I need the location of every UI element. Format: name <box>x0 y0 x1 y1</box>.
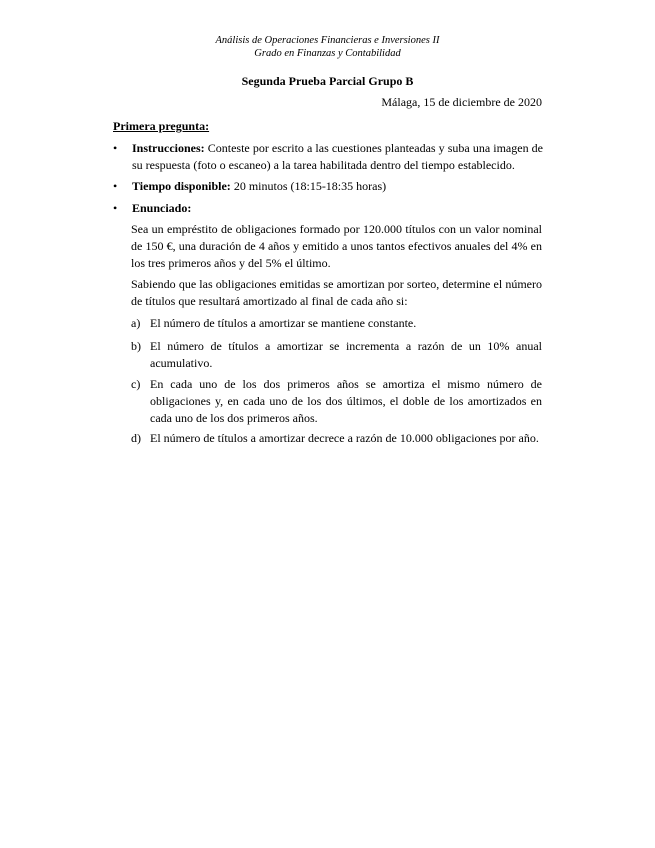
list-item-c <box>131 376 542 427</box>
bullet-marker: • <box>113 179 118 193</box>
bullet-marker: • <box>113 201 118 215</box>
list-item-label: a) <box>131 316 141 330</box>
date-line: Málaga, 15 de diciembre de 2020 <box>381 95 542 109</box>
bullet-time <box>113 178 543 195</box>
document-header <box>0 35 655 60</box>
list-item-text: En cada uno de los dos primeros años se amortiza el mismo número de obligaciones y, en cada uno de los dos últimos, el doble de los amortizados en cada uno de los dos primeros años. <box>150 377 542 425</box>
section-title: Primera pregunta: <box>113 119 210 133</box>
list-item-label: b) <box>131 339 141 353</box>
bullet-text: 20 minutos (18:15-18:35 horas) <box>230 179 387 193</box>
bullet-statement <box>113 200 543 217</box>
bullet-text: Conteste por escrito a las cuestiones planteadas y suba una imagen de su respuesta (foto o escaneo) a la tarea habilitada dentro del tiempo establecido. <box>132 141 543 172</box>
bullet-label: Enunciado: <box>132 201 192 215</box>
bullet-instructions <box>113 140 543 174</box>
list-item-text: El número de títulos a amortizar se mantiene constante. <box>150 316 417 330</box>
exam-title: Segunda Prueba Parcial Grupo B <box>241 74 414 88</box>
list-item-b <box>131 338 542 372</box>
list-item-text: El número de títulos a amortizar se incrementa a razón de un 10% anual acumulativo. <box>150 339 542 370</box>
bullet-label: Instrucciones: <box>132 141 205 155</box>
list-item-text: El número de títulos a amortizar decrece a razón de 10.000 obligaciones por año. <box>150 431 539 445</box>
list-item-a <box>131 315 542 332</box>
bullet-marker: • <box>113 141 118 155</box>
degree-name: Grado en Finanzas y Contabilidad <box>254 47 401 59</box>
list-item-label: d) <box>131 431 141 445</box>
course-name: Análisis de Operaciones Financieras e Inversiones II <box>215 35 440 46</box>
paragraph-question: Sabiendo que las obligaciones emitidas se amortizan por sorteo, determine el número de títulos que resultará amortizado al final de cada año si: <box>131 277 542 308</box>
list-item-label: c) <box>131 377 141 391</box>
bullet-label: Tiempo disponible: <box>132 179 231 193</box>
paragraph-problem: Sea un empréstito de obligaciones formado por 120.000 títulos con un valor nominal de 150 €, una duración de 4 años y emitido a unos tantos efectivos anuales del 4% en los tres primeros años y del 5% el último. <box>131 222 542 270</box>
list-item-d <box>131 430 542 447</box>
